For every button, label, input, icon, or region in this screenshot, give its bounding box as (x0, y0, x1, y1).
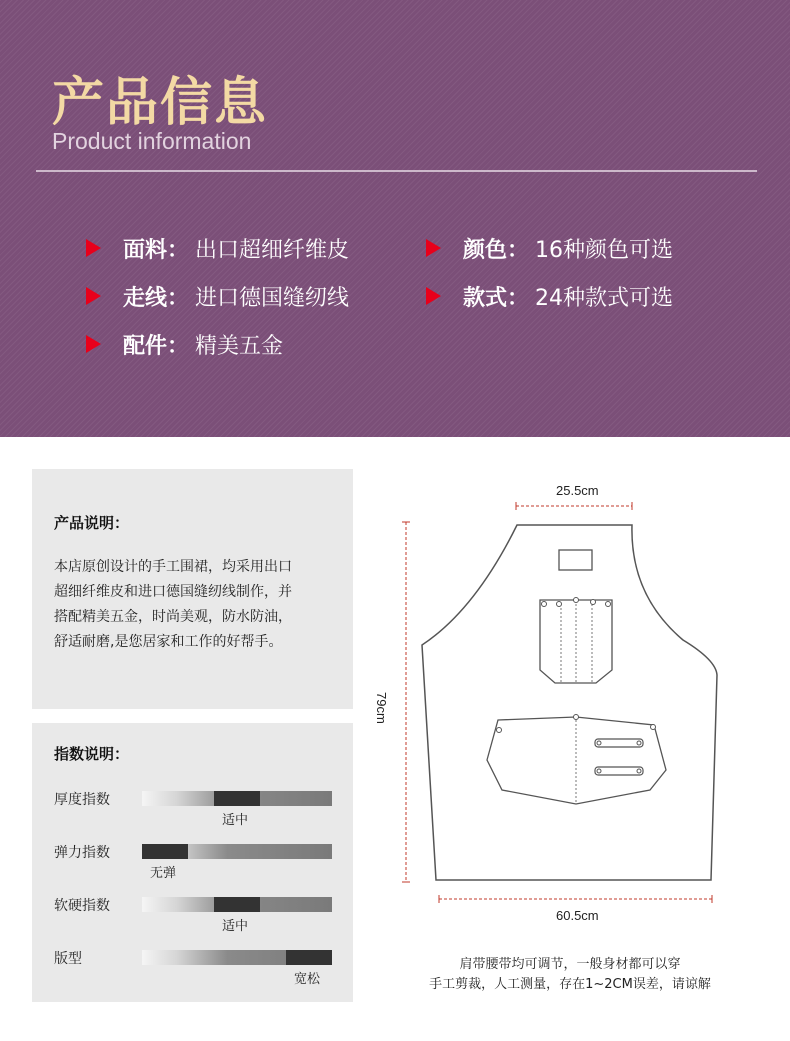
index-value: 宽松 (294, 972, 321, 987)
section-title: 产品信息 (52, 73, 269, 133)
note-adjustable: 肩带腰带均可调节，一般身材都可以穿 (459, 957, 681, 972)
index-value: 适中 (222, 813, 249, 828)
divider (36, 170, 757, 172)
description-title: 产品说明： (54, 514, 130, 532)
index-bar (142, 897, 332, 912)
apron-drawing (370, 470, 770, 950)
spec-value: 精美五金 (195, 333, 284, 359)
index-row-fit (32, 948, 353, 988)
spec-value: 进口德国缝纫线 (195, 285, 350, 311)
spec-fabric (86, 232, 349, 264)
top-width-dimension (516, 502, 632, 510)
spec-value: 24种款式可选 (535, 285, 674, 311)
index-title: 指数说明： (54, 745, 130, 763)
bottom-width-dimension (439, 895, 712, 903)
spec-label: 颜色： (463, 237, 530, 263)
spec-label: 配件： (123, 333, 190, 359)
description-line: 本店原创设计的手工围裙，均采用出口 (54, 559, 292, 575)
index-bar (142, 791, 332, 806)
index-row-elasticity (32, 842, 353, 882)
description-line: 舒适耐磨,是您居家和工作的好帮手。 (54, 634, 283, 650)
index-value: 无弹 (150, 866, 177, 881)
spec-label: 走线： (123, 285, 190, 311)
index-level (142, 844, 188, 859)
index-name: 厚度指数 (54, 792, 110, 808)
index-name: 版型 (54, 951, 82, 967)
description-line: 搭配精美五金，时尚美观，防水防油， (54, 609, 292, 625)
height-dimension (402, 522, 410, 882)
index-bar (142, 950, 332, 965)
index-panel (32, 723, 353, 1002)
spec-value: 出口超细纤维皮 (195, 237, 350, 263)
spec-style (426, 280, 673, 312)
spec-label: 面料： (123, 237, 190, 263)
index-level (286, 950, 332, 965)
apron-outline (422, 525, 717, 880)
description-line: 超细纤维皮和进口德国缝纫线制作，并 (54, 584, 292, 600)
description-text (54, 555, 344, 655)
top-width-label: 25.5cm (556, 483, 599, 498)
spec-hardware (86, 328, 283, 360)
triangle-bullet-icon (86, 335, 101, 353)
apron-diagram (370, 470, 770, 950)
spec-color (426, 232, 673, 264)
index-level (214, 897, 260, 912)
description-panel (32, 469, 353, 709)
index-name: 弹力指数 (54, 845, 110, 861)
triangle-bullet-icon (86, 287, 101, 305)
triangle-bullet-icon (426, 287, 441, 305)
index-row-thickness (32, 789, 353, 829)
index-bar (142, 844, 332, 859)
triangle-bullet-icon (86, 239, 101, 257)
spec-label: 款式： (463, 285, 530, 311)
height-label: 79cm (374, 692, 389, 724)
spec-value: 16种颜色可选 (535, 237, 674, 263)
spec-stitching (86, 280, 349, 312)
product-info-banner (0, 0, 790, 437)
index-name: 软硬指数 (54, 898, 110, 914)
triangle-bullet-icon (426, 239, 441, 257)
note-tolerance: 手工剪裁，人工测量，存在1~2CM误差，请谅解 (429, 977, 711, 992)
index-row-hardness (32, 895, 353, 935)
bottom-width-label: 60.5cm (556, 908, 599, 923)
index-value: 适中 (222, 919, 249, 934)
index-level (214, 791, 260, 806)
section-subtitle: Product information (52, 128, 252, 154)
